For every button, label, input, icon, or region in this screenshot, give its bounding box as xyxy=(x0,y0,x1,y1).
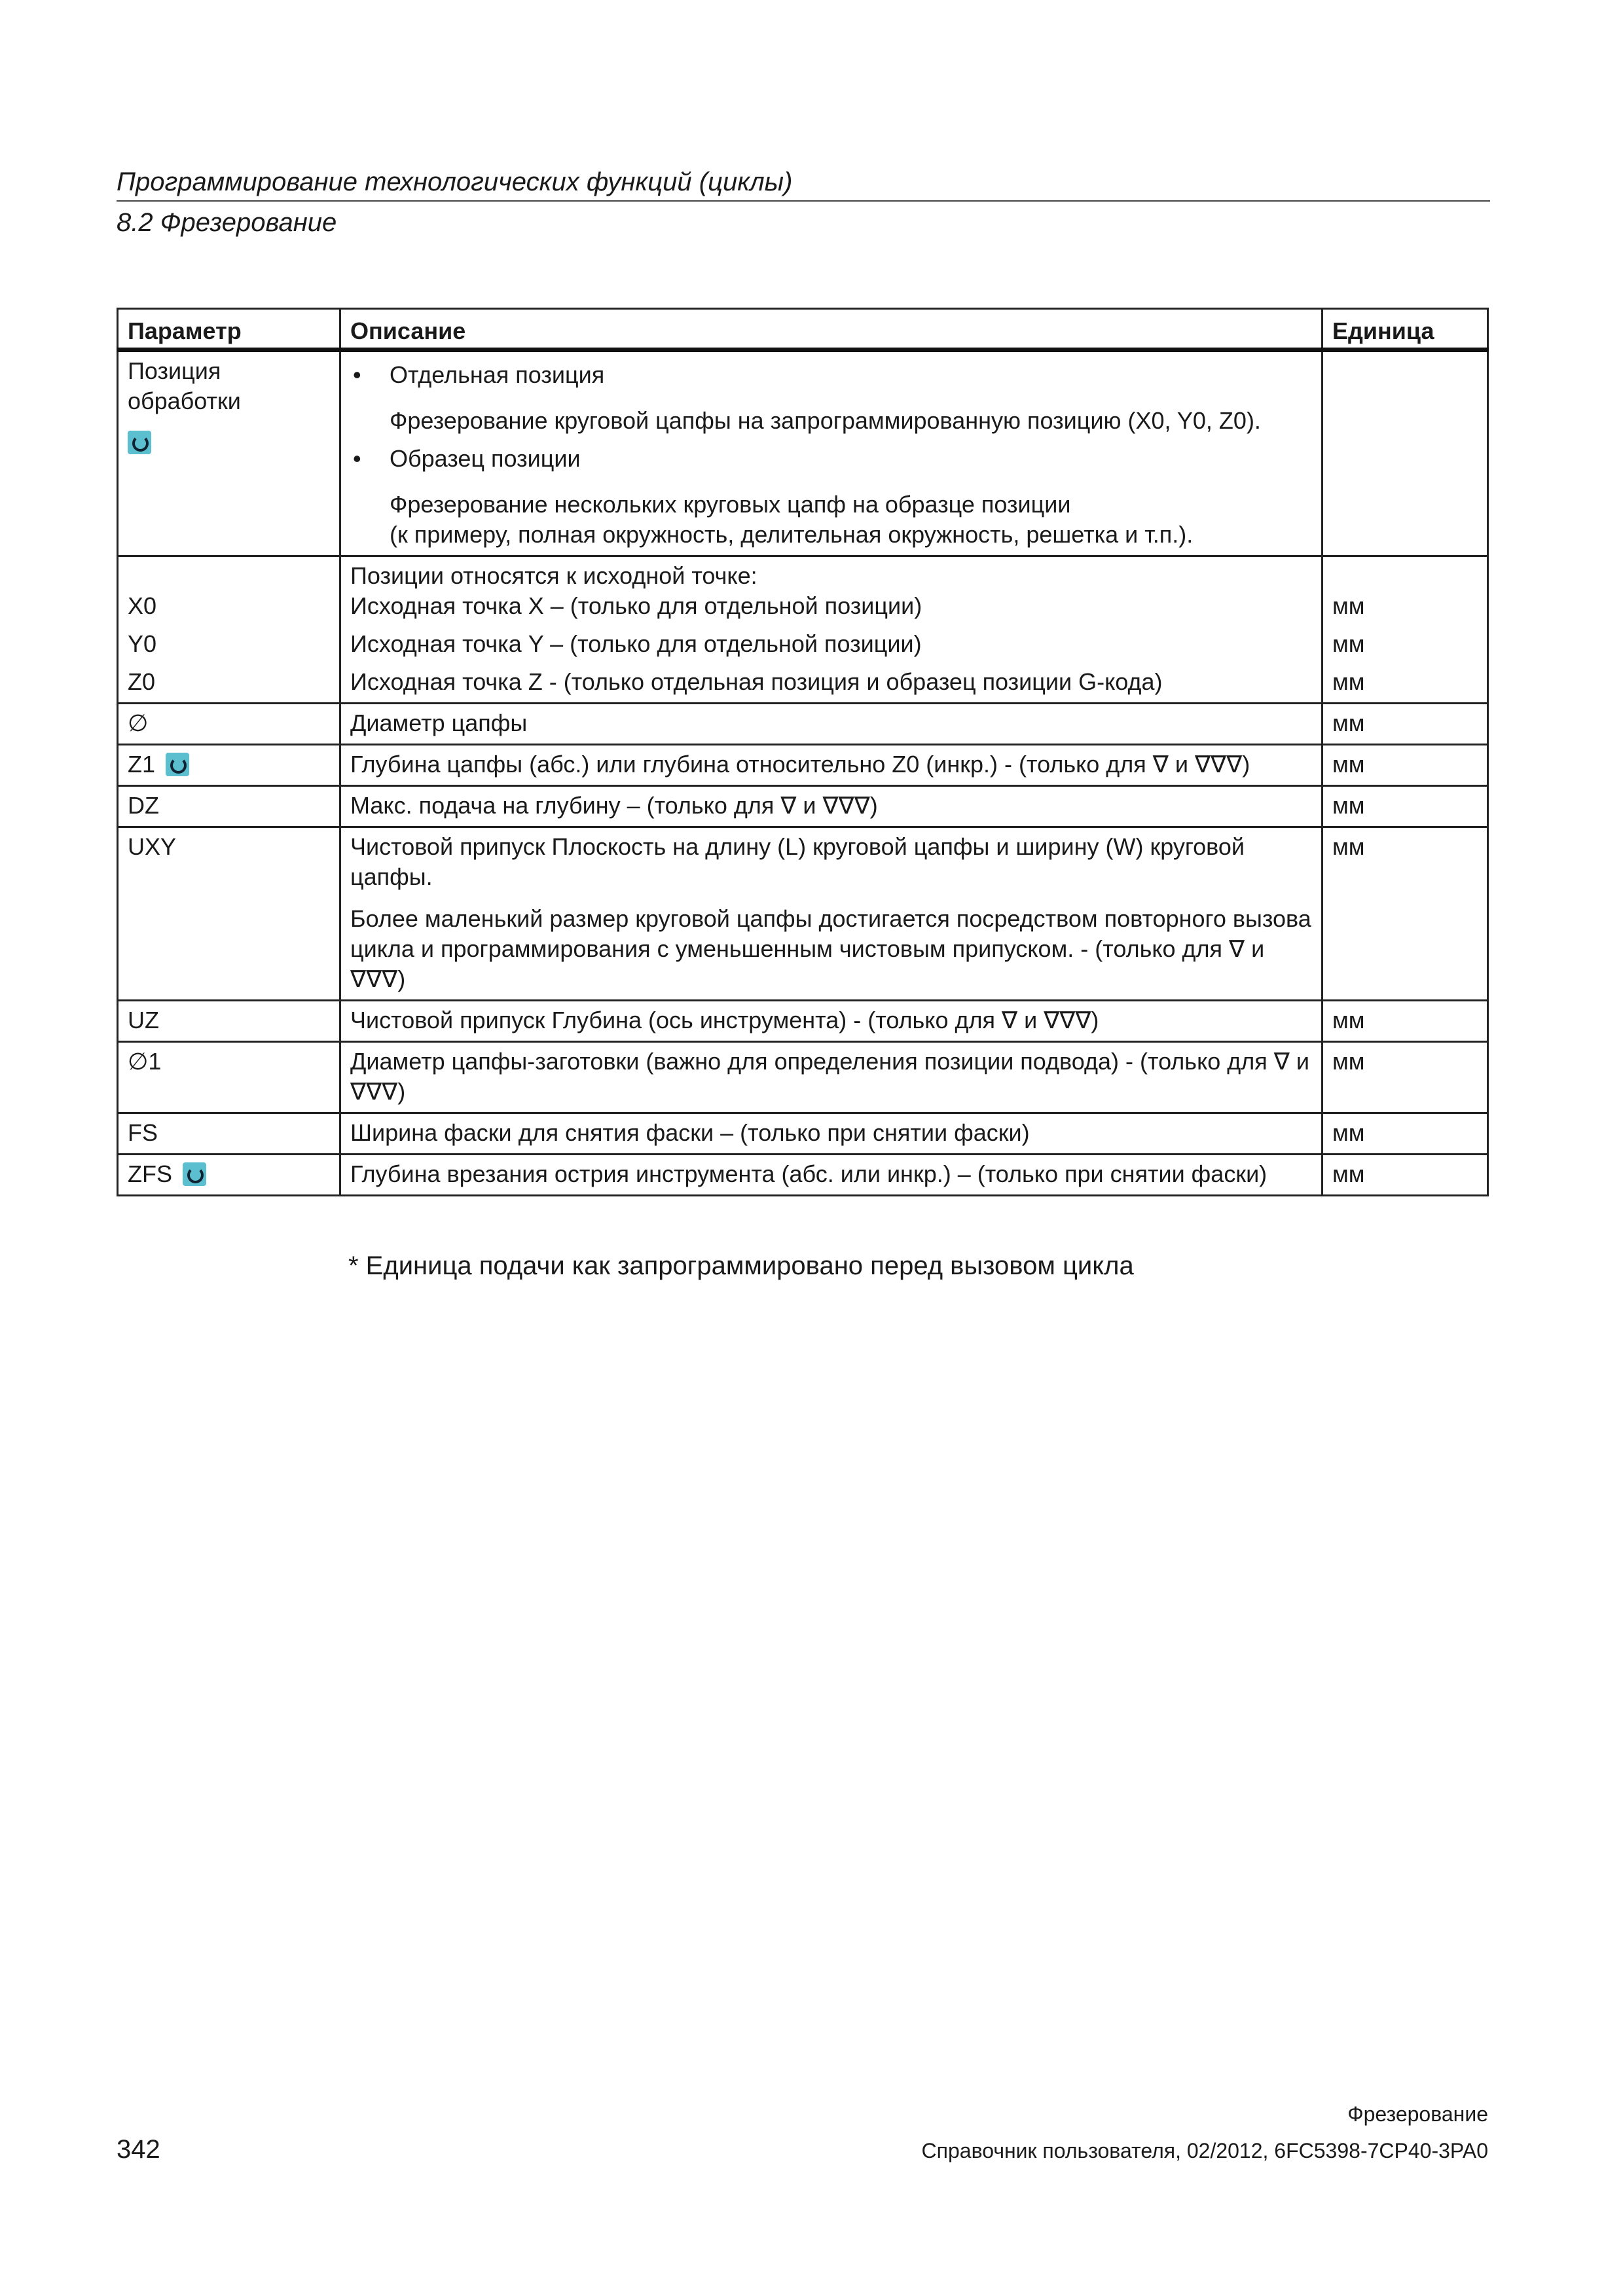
desc-cell xyxy=(340,350,1322,556)
param-cell: UXY xyxy=(118,827,340,1001)
footer-chapter: Фрезерование xyxy=(1347,2102,1488,2126)
table-row xyxy=(118,704,1488,745)
cycle-toggle-icon[interactable] xyxy=(166,753,189,776)
unit-cell: мм xyxy=(1322,704,1488,745)
unit-cell xyxy=(1322,556,1488,704)
desc-cell: Ширина фаски для снятия фаски – (только при снятии фаски) xyxy=(340,1113,1322,1155)
desc-cell: Глубина цапфы (абс.) или глубина относительно Z0 (инкр.) - (только для ∇ и ∇∇∇) xyxy=(340,745,1322,786)
param-label: Z1 xyxy=(128,751,156,778)
header-rule xyxy=(117,200,1490,202)
page-number: 342 xyxy=(117,2135,160,2164)
desc-y0: Исходная точка Y – (только для отдельной позиции) xyxy=(350,630,922,657)
footer-manual-reference: Справочник пользователя, 02/2012, 6FC5398-7CP40-3PA0 xyxy=(921,2139,1488,2162)
unit-cell: мм xyxy=(1322,786,1488,827)
table-row xyxy=(118,1113,1488,1155)
bullet-position-pattern-text xyxy=(350,490,1312,550)
param-y0: Y0 xyxy=(128,630,157,657)
param-position-line1: Позиция xyxy=(128,357,221,384)
unit-y0: мм xyxy=(1332,630,1365,657)
column-header-param: Параметр xyxy=(118,309,340,350)
pattern-text-line2: (к примеру, полная окружность, делительная окружность, решетка и т.п.). xyxy=(390,521,1194,548)
param-label: ZFS xyxy=(128,1160,172,1187)
param-cell xyxy=(118,745,340,786)
desc-cell: Макс. подача на глубину – (только для ∇ и ∇∇∇) xyxy=(340,786,1322,827)
unit-x0: мм xyxy=(1332,592,1365,619)
table-row-position xyxy=(118,350,1488,556)
table-row-reference-point xyxy=(118,556,1488,704)
table-row xyxy=(118,1042,1488,1113)
bullet-single-position: • Отдельная позиция xyxy=(350,360,1312,390)
desc-cell: Глубина врезания острия инструмента (абс. или инкр.) – (только при снятии фаски) xyxy=(340,1155,1322,1196)
feed-unit-footnote: * Единица подачи как запрограммировано перед вызовом цикла xyxy=(348,1251,1134,1280)
desc-paragraph-1: Чистовой припуск Плоскость на длину (L) круговой цапфы и ширину (W) круговой цапфы. xyxy=(350,833,1245,890)
cycle-toggle-icon[interactable] xyxy=(128,431,151,454)
desc-cell: Диаметр цапфы xyxy=(340,704,1322,745)
running-header-title: Программирование технологических функций (циклы) xyxy=(117,168,793,196)
desc-cell: Чистовой припуск Глубина (ось инструмента) - (только для ∇ и ∇∇∇) xyxy=(340,1001,1322,1042)
param-position-line2: обработки xyxy=(128,387,241,414)
desc-cell xyxy=(340,827,1322,1001)
desc-cell: Диаметр цапфы-заготовки (важно для определения позиции подвода) - (только для ∇ и ∇∇∇) xyxy=(340,1042,1322,1113)
param-cell xyxy=(118,1155,340,1196)
param-x0: X0 xyxy=(128,592,157,619)
unit-cell: мм xyxy=(1322,1042,1488,1113)
bullet-position-pattern: • Образец позиции xyxy=(350,444,1312,474)
param-cell: ∅ xyxy=(118,704,340,745)
unit-cell: мм xyxy=(1322,1155,1488,1196)
desc-cell xyxy=(340,556,1322,704)
unit-cell xyxy=(1322,350,1488,556)
column-header-desc: Описание xyxy=(340,309,1322,350)
desc-x0: Исходная точка X – (только для отдельной позиции) xyxy=(350,592,922,619)
table-header-row xyxy=(118,309,1488,350)
desc-z0: Исходная точка Z - (только отдельная позиция и образец позиции G-кода) xyxy=(350,668,1163,695)
table-row xyxy=(118,827,1488,1001)
param-cell: ∅1 xyxy=(118,1042,340,1113)
column-header-unit: Единица xyxy=(1322,309,1488,350)
running-header-section: 8.2 Фрезерование xyxy=(117,208,337,237)
unit-cell: мм xyxy=(1322,1001,1488,1042)
param-cell: UZ xyxy=(118,1001,340,1042)
bullet-single-position-text: Фрезерование круговой цапфы на запрограммированную позицию (X0, Y0, Z0). xyxy=(390,407,1261,434)
table-row xyxy=(118,1155,1488,1196)
unit-cell: мм xyxy=(1322,827,1488,1001)
unit-cell: мм xyxy=(1322,745,1488,786)
desc-paragraph-2: Более маленький размер круговой цапфы достигается посредством повторного вызова цикла и программирования с уменьшенным чистовым припуском. - (только для ∇ и ∇∇∇) xyxy=(350,905,1311,992)
cycle-toggle-icon[interactable] xyxy=(183,1162,206,1186)
table-row xyxy=(118,1001,1488,1042)
param-cell: DZ xyxy=(118,786,340,827)
param-z0: Z0 xyxy=(128,668,156,695)
param-cell xyxy=(118,350,340,556)
table-row xyxy=(118,745,1488,786)
pattern-text-line1: Фрезерование нескольких круговых цапф на образце позиции xyxy=(390,491,1071,518)
table-row xyxy=(118,786,1488,827)
param-cell: FS xyxy=(118,1113,340,1155)
param-cell xyxy=(118,556,340,704)
parameter-table xyxy=(117,308,1489,1196)
ref-intro: Позиции относятся к исходной точке: xyxy=(350,562,757,589)
unit-cell: мм xyxy=(1322,1113,1488,1155)
unit-z0: мм xyxy=(1332,668,1365,695)
